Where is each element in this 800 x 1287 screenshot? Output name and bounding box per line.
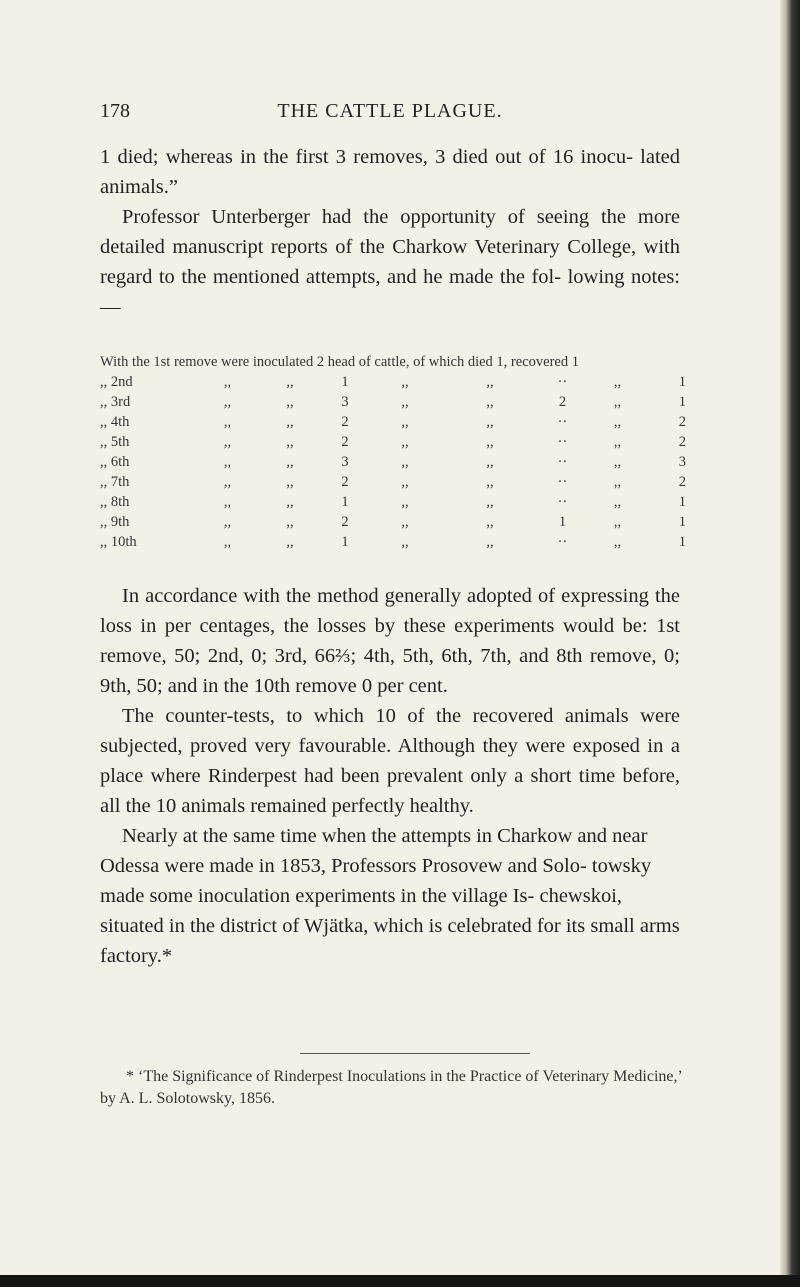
remove-cell (100, 532, 200, 552)
died-count: ·· (557, 433, 568, 450)
ditto-mark: ,, (223, 393, 232, 410)
ditto-mark: ,, (613, 513, 622, 530)
ditto-mark: ,, (486, 473, 494, 490)
died-count: 2 (558, 393, 567, 410)
ditto-mark: ,, (401, 413, 409, 430)
remove-cell (100, 492, 200, 512)
ditto-mark: ,, (100, 433, 108, 450)
ditto-mark: ,, (486, 373, 494, 390)
ditto-mark: ,, (401, 373, 409, 390)
remove-label: 9th (110, 513, 130, 530)
recovered-count: 1 (678, 393, 686, 410)
recovered-count: 1 (678, 373, 686, 390)
ditto-mark: ,, (100, 413, 108, 430)
recovered-count: 2 (678, 433, 686, 450)
ditto-mark: ,, (613, 493, 622, 510)
bottom-edge-shadow (0, 1275, 800, 1287)
recovered-count: 3 (678, 453, 686, 470)
first-row-lead: With the 1st (100, 353, 171, 370)
ditto-mark: ,, (613, 413, 622, 430)
ditto-mark: ,, (613, 453, 622, 470)
table-row (100, 412, 686, 432)
died-count: ·· (557, 413, 568, 430)
ditto-mark: ,, (613, 433, 622, 450)
paragraph: Professor Unterberger had the opportunity of seeing the more detailed manuscript reports of the Charkow Veterinary College, with regard to the mentioned attempts, and he made the fol- lowing notes:— (100, 206, 680, 318)
died-count: ·· (557, 473, 568, 490)
recovered-count: 1 (678, 533, 686, 550)
remove-cell (100, 452, 200, 472)
paragraph: 1 died; whereas in the first 3 removes, 3 died out of 16 inocu- lated animals.” (100, 146, 680, 198)
ditto-mark: ,, (100, 493, 108, 510)
ditto-mark: ,, (286, 393, 294, 410)
ditto-mark: ,, (486, 493, 494, 510)
ditto-mark: ,, (613, 473, 622, 490)
ditto-mark: ,, (100, 373, 108, 390)
page-number: 178 (100, 100, 130, 122)
table-row (100, 392, 686, 412)
ditto-mark: ,, (100, 453, 108, 470)
ditto-mark: ,, (100, 473, 108, 490)
remove-cell (100, 432, 200, 452)
remove-label: 4th (110, 413, 130, 430)
text-block-top (100, 142, 680, 322)
inoculated-count: 1 (341, 533, 349, 550)
ditto-mark: ,, (286, 533, 294, 550)
inoculation-table (100, 352, 686, 552)
inoculated-count: 2 (341, 413, 349, 430)
ditto-mark: ,, (401, 393, 409, 410)
ditto-mark: ,, (401, 453, 409, 470)
ditto-mark: ,, (223, 373, 232, 390)
remove-label: 2nd (110, 373, 133, 390)
table-row (100, 452, 686, 472)
running-head: THE CATTLE PLAGUE. (277, 100, 503, 122)
ditto-mark: ,, (613, 393, 622, 410)
table-row (100, 352, 686, 372)
paragraph: Nearly at the same time when the attempts in Charkow and near Odessa were made in 1853, Professors Prosovew and Solo- towsky made some inoculation experiments in the village Is- chewskoi, situated in the district of Wjätka, which is celebrated for its small arms factory.* (100, 825, 680, 967)
remove-label: 7th (110, 473, 130, 490)
recovered-count: 1 (678, 493, 686, 510)
table-row (100, 432, 686, 452)
table-row (100, 532, 686, 552)
recovered-count: 1 (678, 513, 686, 530)
remove-cell (100, 472, 200, 492)
ditto-mark: ,, (401, 433, 409, 450)
ditto-mark: ,, (286, 513, 294, 530)
ditto-mark: ,, (486, 433, 494, 450)
ditto-mark: ,, (401, 473, 409, 490)
text-block-bottom (100, 581, 680, 971)
ditto-mark: ,, (286, 373, 294, 390)
ditto-mark: ,, (486, 393, 494, 410)
ditto-mark: ,, (401, 493, 409, 510)
remove-label: 6th (110, 453, 130, 470)
ditto-mark: ,, (223, 473, 232, 490)
ditto-mark: ,, (286, 493, 294, 510)
ditto-mark: ,, (486, 413, 494, 430)
recovered-count: 2 (678, 473, 686, 490)
inoculated-count: 2 (341, 433, 349, 450)
table-row (100, 472, 686, 492)
died-count: ·· (557, 493, 568, 510)
ditto-mark: ,, (100, 513, 108, 530)
inoculated-count: 3 (341, 393, 349, 410)
ditto-mark: ,, (100, 533, 108, 550)
died-count: ·· (557, 373, 568, 390)
ditto-mark: ,, (223, 533, 232, 550)
footnote-rule (300, 1053, 530, 1054)
ditto-mark: ,, (100, 393, 108, 410)
inoculated-count: 1 (341, 493, 349, 510)
remove-label: 8th (110, 493, 130, 510)
ditto-mark: ,, (286, 453, 294, 470)
ditto-mark: ,, (223, 513, 232, 530)
table-row (100, 492, 686, 512)
died-count: 1 (558, 513, 567, 530)
table-first-row (100, 352, 590, 372)
remove-cell (100, 372, 200, 392)
ditto-mark: ,, (223, 433, 232, 450)
died-count: ·· (557, 533, 568, 550)
inoculated-count: 1 (341, 373, 349, 390)
paragraph: In accordance with the method generally adopted of expressing the loss in per centages, the losses by these experiments would be: 1st remove, 50; 2nd, 0; 3rd, 66⅔; 4th, 5th, 6th, 7th, and 8th remove, 0; 9th, 50; and in the 10th remove 0 per cent. (100, 585, 680, 697)
footnote (100, 1066, 690, 1110)
first-row-text: remove were inoculated 2 head of cattle, of which died 1, recovered 1 (173, 353, 579, 370)
remove-label: 5th (110, 433, 130, 450)
ditto-mark: ,, (401, 533, 409, 550)
ditto-mark: ,, (286, 473, 294, 490)
table-row (100, 512, 686, 532)
inoculated-count: 2 (341, 473, 349, 490)
died-count: ·· (557, 453, 568, 470)
remove-label: 10th (110, 533, 137, 550)
ditto-mark: ,, (286, 413, 294, 430)
recovered-count: 2 (678, 413, 686, 430)
inoculated-count: 3 (341, 453, 349, 470)
table-body (100, 372, 686, 552)
remove-cell (100, 392, 200, 412)
ditto-mark: ,, (223, 493, 232, 510)
ditto-mark: ,, (223, 413, 232, 430)
page-edge-shadow (780, 0, 800, 1287)
ditto-mark: ,, (401, 513, 409, 530)
inoculated-count: 2 (341, 513, 349, 530)
remove-cell (100, 512, 200, 532)
ditto-mark: ,, (486, 513, 494, 530)
paragraph: The counter-tests, to which 10 of the recovered animals were subjected, proved very favourable. Although they were exposed in a place where Rinderpest had been prevalent only a short time before, all the 10 animals remained perfectly healthy. (100, 705, 680, 817)
remove-label: 3rd (110, 393, 131, 410)
ditto-mark: ,, (286, 433, 294, 450)
table-row (100, 372, 686, 392)
remove-cell (100, 412, 200, 432)
ditto-mark: ,, (223, 453, 232, 470)
ditto-mark: ,, (613, 533, 622, 550)
ditto-mark: ,, (613, 373, 622, 390)
footnote-text: * ‘The Significance of Rinderpest Inoculations in the Practice of Veterinary Medicine,’ by A. L. Solotowsky, 1856. (100, 1068, 682, 1107)
ditto-mark: ,, (486, 533, 494, 550)
ditto-mark: ,, (486, 453, 494, 470)
